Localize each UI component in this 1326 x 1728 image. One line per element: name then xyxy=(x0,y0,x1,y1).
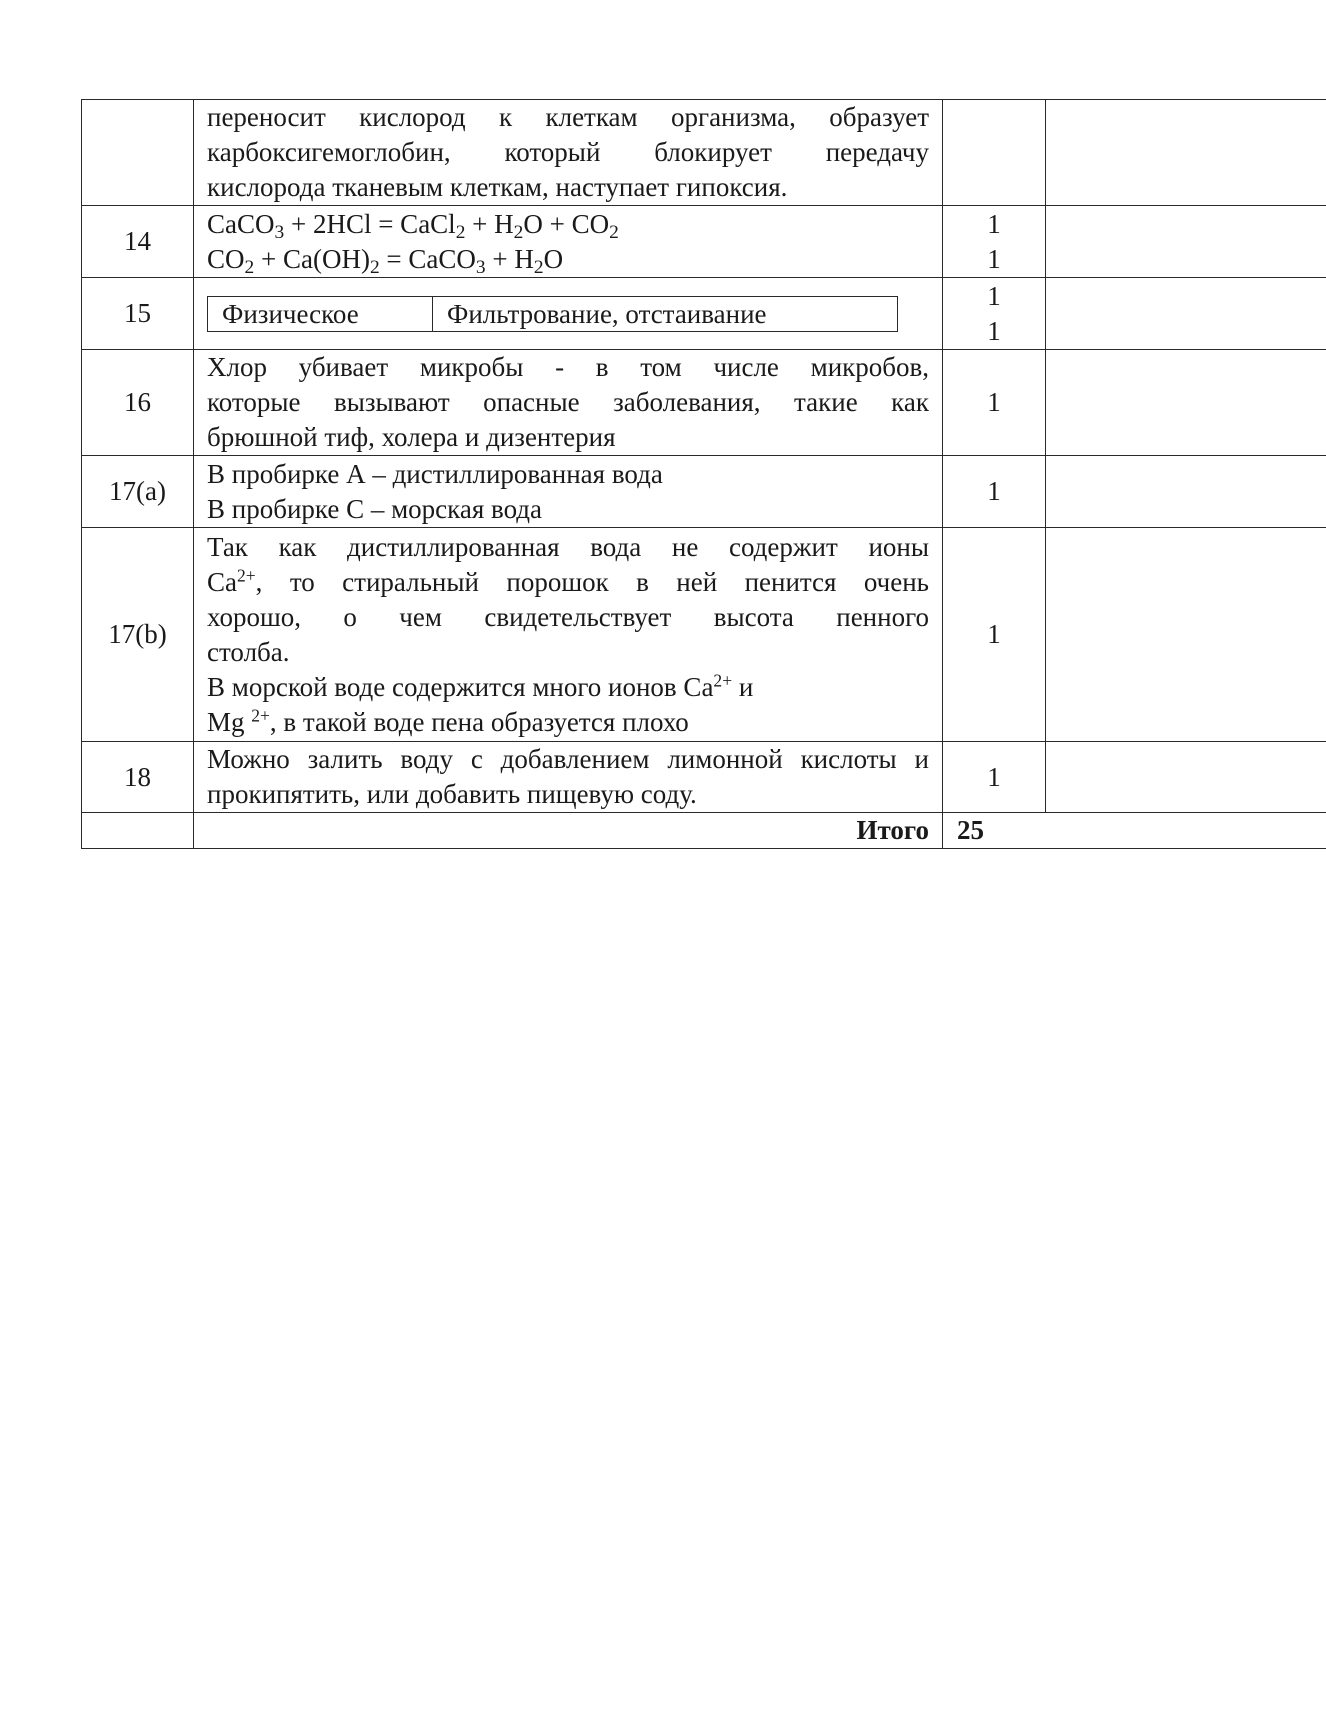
answer-line: хорошо, о чем свидетельствует высота пенного xyxy=(207,601,929,632)
answer-cell xyxy=(194,742,943,813)
answer-line: Можно залить воду с добавлением лимонной кислоты и xyxy=(207,744,929,774)
answer-key-table xyxy=(81,99,1326,849)
points-value: 1 xyxy=(987,243,1001,274)
answer-line: прокипятить, или добавить пищевую соду. xyxy=(207,779,697,809)
points-value: 1 xyxy=(987,208,1001,239)
extra-cell xyxy=(1046,456,1326,528)
answer-line: В пробирке А – дистиллированная вода xyxy=(207,458,663,489)
answer-cell xyxy=(194,350,943,456)
extra-cell xyxy=(1046,350,1326,456)
table-row xyxy=(82,350,1326,456)
points-cell: 1 xyxy=(943,742,1046,813)
answer-cell xyxy=(194,100,943,206)
answer-line: брюшной тиф, холера и дизентерия xyxy=(207,422,616,452)
answer-cell xyxy=(194,206,943,278)
answer-line: Хлор убивает микробы - в том числе микробов, xyxy=(207,352,929,382)
points-cell xyxy=(943,100,1046,206)
table-row xyxy=(82,742,1326,813)
answer-line: столба. xyxy=(207,636,290,667)
answer-line: Так как дистиллированная вода не содержит ионы xyxy=(207,531,929,562)
question-number-cell xyxy=(82,100,194,206)
question-number-cell: 15 xyxy=(82,278,194,350)
question-number-cell: 14 xyxy=(82,206,194,278)
table-row xyxy=(82,100,1326,206)
question-number-cell: 16 xyxy=(82,350,194,456)
points-value: 1 xyxy=(987,315,1001,346)
extra-cell xyxy=(1046,100,1326,206)
table-row xyxy=(82,528,1326,742)
answer-cell xyxy=(194,278,943,350)
extra-cell xyxy=(1046,278,1326,350)
total-value: 25 xyxy=(943,813,1326,849)
question-number-cell: 17(b) xyxy=(82,528,194,742)
points-cell: 1 xyxy=(943,350,1046,456)
total-label: Итого xyxy=(194,813,943,849)
equation-line: CaCO$_3$ + 2HCl = CaCl$_2$ + $H_2O + CO_2$ xyxy=(207,208,619,243)
answer-line: В пробирке С – морская вода xyxy=(207,493,543,524)
table-row xyxy=(82,206,1326,278)
extra-cell xyxy=(1046,206,1326,278)
points-value: 1 xyxy=(987,280,1001,311)
answer-cell xyxy=(194,456,943,528)
extra-cell xyxy=(1046,528,1326,742)
total-empty-cell xyxy=(82,813,194,849)
table-row xyxy=(82,278,1326,350)
table-row xyxy=(82,456,1326,528)
question-number-cell: 18 xyxy=(82,742,194,813)
inner-methods-cell: Фильтрование, отстаивание xyxy=(433,296,898,331)
answer-line: карбоксигемоглобин, который блокирует передачу xyxy=(207,137,929,167)
points-cell: 1 xyxy=(943,456,1046,528)
inner-table-row xyxy=(208,296,898,331)
answer-line: которые вызывают опасные заболевания, такие как xyxy=(207,387,929,417)
answer-line: Mg $^{2+}$, в такой воде пена образуется плохо xyxy=(207,704,689,737)
answer-line: переносит кислород к клеткам организма, образует xyxy=(207,102,929,132)
answer-line: В морской воде содержится много ионов $Ca^{2+}$ и xyxy=(207,669,754,702)
answer-cell xyxy=(194,528,943,742)
answer-line: $Ca^{2+}$, то стиральный порошок в ней пенится очень xyxy=(207,564,929,597)
total-row xyxy=(82,813,1326,849)
question-number-cell: 17(a) xyxy=(82,456,194,528)
answer-line: кислорода тканевым клеткам, наступает гипоксия. xyxy=(207,172,788,202)
equation-line: $CO_2 + Ca(OH)_2$ = CaCO$_3$ + $H_2O$ xyxy=(207,243,564,278)
points-cell: 1 xyxy=(943,528,1046,742)
inner-type-cell: Физическое xyxy=(208,296,433,331)
points-cell xyxy=(943,278,1046,350)
points-cell xyxy=(943,206,1046,278)
extra-cell xyxy=(1046,742,1326,813)
inner-answer-table xyxy=(207,296,898,332)
